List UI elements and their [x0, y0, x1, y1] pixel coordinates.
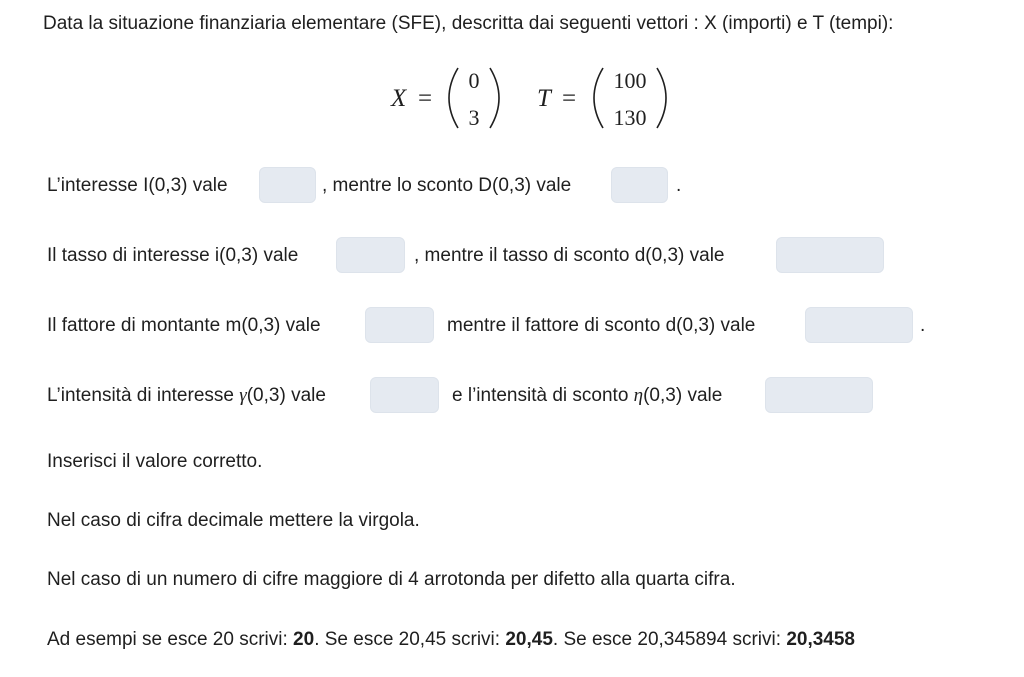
x-value-2: 3 — [468, 105, 480, 130]
t-equals: = — [562, 85, 577, 112]
example-text: Ad esempi se esce 20 scrivi: — [47, 629, 294, 650]
x-equals: = — [418, 85, 433, 112]
discount-intensity-prefix: e l’intensità di sconto — [452, 385, 634, 406]
t-left-paren — [594, 68, 603, 128]
instruction-line: Nel caso di cifra decimale mettere la virgola. — [47, 510, 420, 531]
interest-intensity-input[interactable] — [370, 377, 439, 413]
discount-intensity-input[interactable] — [765, 377, 873, 413]
x-right-paren — [490, 68, 499, 128]
interest-rate-label: Il tasso di interesse i(0,3) vale — [47, 245, 299, 266]
accumulation-factor-label: Il fattore di montante m(0,3) vale — [47, 315, 321, 336]
instruction-line: Nel caso di un numero di cifre maggiore di 4 arrotonda per difetto alla quarta cifra. — [47, 569, 736, 590]
instruction-line: Inserisci il valore corretto. — [47, 451, 263, 472]
example-value: 20 — [293, 629, 315, 650]
interest-intensity-label — [47, 384, 326, 408]
accumulation-factor-input[interactable] — [365, 307, 434, 343]
discount-rate-label: , mentre il tasso di sconto d(0,3) vale — [414, 245, 725, 266]
vector-equations — [0, 0, 1024, 150]
x-value-1: 0 — [468, 68, 480, 93]
t-right-paren — [657, 68, 666, 128]
example-value: 20,3458 — [786, 629, 855, 650]
discount-rate-input[interactable] — [776, 237, 884, 273]
discount-label: , mentre lo sconto D(0,3) vale — [322, 175, 572, 196]
example-text: . Se esce 20,345894 scrivi: — [552, 629, 787, 650]
interest-rate-input[interactable] — [336, 237, 405, 273]
discount-factor-label: mentre il fattore di sconto d(0,3) vale — [447, 315, 756, 336]
interest-intensity-suffix: (0,3) vale — [246, 385, 326, 406]
t-value-1: 100 — [613, 68, 647, 93]
example-line — [47, 628, 855, 652]
example-value: 20,45 — [505, 629, 553, 650]
t-value-2: 130 — [613, 105, 647, 130]
t-symbol: T — [537, 85, 551, 112]
interest-input[interactable] — [259, 167, 316, 203]
example-text: . Se esce 20,45 scrivi: — [314, 629, 506, 650]
gamma-symbol: γ — [239, 385, 247, 406]
x-symbol: X — [391, 85, 407, 112]
q3-period: . — [920, 315, 926, 336]
discount-factor-input[interactable] — [805, 307, 913, 343]
intro-text: Data la situazione finanziaria elementare (SFE), descritta dai seguenti vettori : X (importi) e T (tempi): — [43, 13, 894, 34]
q1-period: . — [676, 175, 682, 196]
discount-intensity-label — [452, 384, 722, 408]
discount-intensity-suffix: (0,3) vale — [643, 385, 723, 406]
x-left-paren — [449, 68, 458, 128]
interest-label: L’interesse I(0,3) vale — [47, 175, 228, 196]
discount-input[interactable] — [611, 167, 668, 203]
eta-symbol: η — [633, 385, 644, 406]
interest-intensity-prefix: L’intensità di interesse — [47, 385, 240, 406]
